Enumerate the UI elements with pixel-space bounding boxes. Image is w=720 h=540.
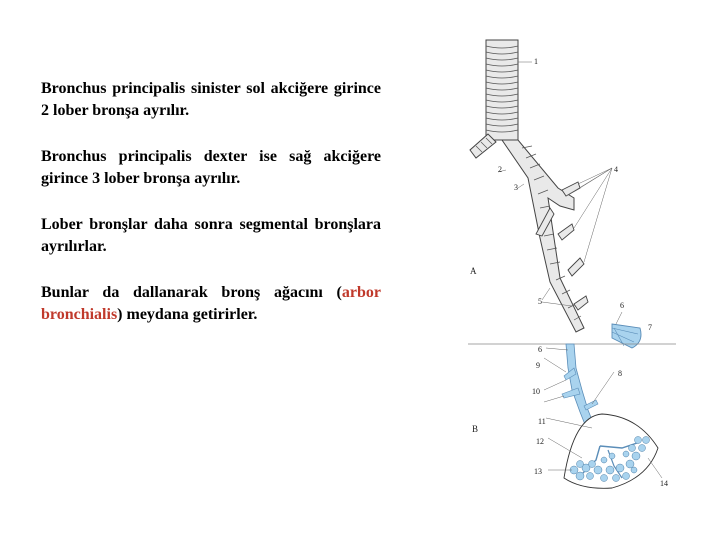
paragraph-4 [41,282,381,326]
label-B: B [472,424,479,434]
bronchial-tree-figure [462,38,682,500]
label-14: 14 [660,479,668,488]
label-6b: 6 [538,345,542,354]
label-4: 4 [614,165,618,174]
text-column [41,78,381,350]
left-bronchus-stub [470,134,496,158]
arbor-bronchialis-term: arbor bronchialis [41,284,381,323]
label-9: 9 [536,361,540,370]
paragraph-4-before: Bunlar da dallanarak bronş ağacını ( [41,284,342,301]
label-11: 11 [538,417,546,426]
label-6: 6 [620,301,624,310]
paragraph-4-after: ) meydana getirirler. [117,306,258,323]
label-3: 3 [514,183,518,192]
label-1: 1 [534,57,538,66]
label-8: 8 [618,369,622,378]
label-5: 5 [538,297,542,306]
label-7: 7 [648,323,652,332]
paragraph-3: Lober bronşlar daha sonra segmental bronşlara ayrılırlar. [41,216,381,255]
main-bronchus [502,140,588,332]
label-2: 2 [498,165,502,174]
label-13: 13 [534,467,542,476]
bronchial-tree-illustration [462,38,682,500]
paragraph-2: Bronchus principalis dexter ise sağ akciğere girince 3 lober bronşa ayrılır. [41,148,381,187]
trachea [486,40,518,140]
paragraph-1: Bronchus principalis sinister sol akciğere girince 2 lober bronşa ayrılır. [41,80,381,119]
label-A: A [470,266,477,276]
label-10: 10 [532,387,540,396]
label-12: 12 [536,437,544,446]
